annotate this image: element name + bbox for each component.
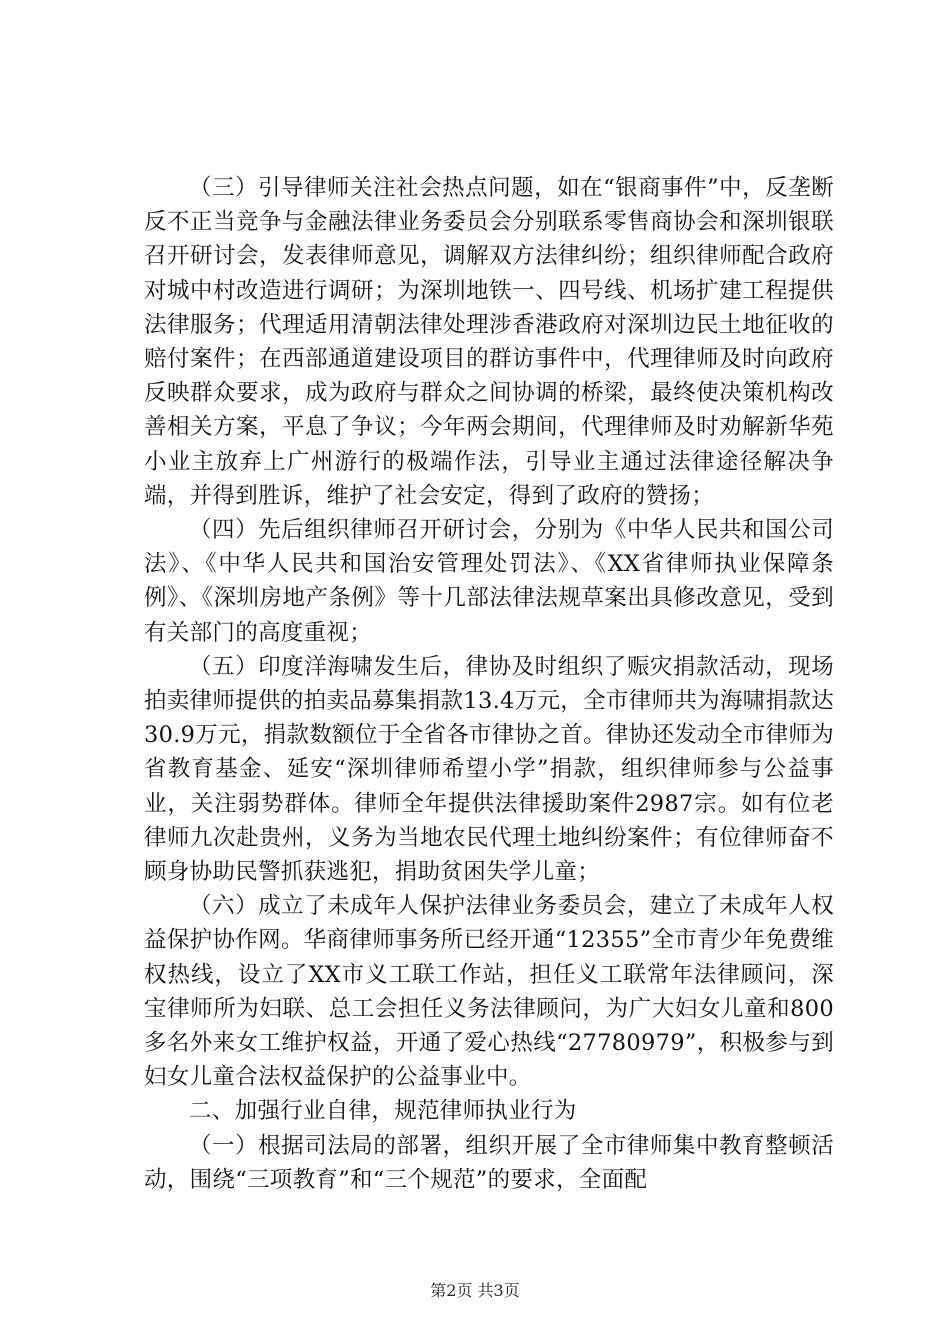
paragraph-6: （六）成立了未成年人保护法律业务委员会，建立了未成年人权益保护协作网。华商律师事务所已经开通“12355”全市青少年免费维权热线，设立了XX市义工联工作站，担任义工联常年法律顾问，深宝律师所为妇联、总工会担任义务法律顾问，为广大妇女儿童和800多名外来女工维护权益，开通了爱心热线“27780979”，积极参与到妇女儿童合法权益保护的公益事业中。	[144, 893, 834, 1091]
page-number-footer: 第2页 共3页	[430, 1281, 520, 1300]
paragraph-3: （三）引导律师关注社会热点问题，如在“银商事件”中，反垄断反不正当竞争与金融法律业务委员会分别联系零售商协会和深圳银联召开研讨会，发表律师意见，调解双方法律纠纷；组织律师配合政府对城中村改造进行调研；为深圳地铁一、四号线、机场扩建工程提供法律服务；代理适用清朝法律处理涉香港政府对深圳边民土地征收的赔付案件；在西部通道建设项目的群访事件中，代理律师及时向政府反映群众要求，成为政府与群众之间协调的桥梁，最终使决策机构改善相关方案，平息了争议；今年两会期间，代理律师及时劝解新华苑小业主放弃上广州游行的极端作法，引导业主通过法律途径解决争端，并得到胜诉，维护了社会安定，得到了政府的赞扬；	[144, 175, 834, 509]
section-heading: 二、加强行业自律，规范律师执业行为	[189, 1098, 577, 1125]
document-body	[144, 171, 834, 1197]
paragraph-section-1: （一）根据司法局的部署，组织开展了全市律师集中教育整顿活动，围绕“三项教育”和“三个规范”的要求，全面配	[144, 1132, 834, 1193]
paragraph-4: （四）先后组织律师召开研讨会，分别为《中华人民共和国公司法》、《中华人民共和国治安管理处罚法》、《XX省律师执业保障条例》、《深圳房地产条例》等十几部法律法规草案出具修改意见，受到有关部门的高度重视；	[144, 517, 834, 646]
paragraph-5: （五）印度洋海啸发生后，律协及时组织了赈灾捐款活动，现场拍卖律师提供的拍卖品募集捐款13.4万元，全市律师共为海啸捐款达30.9万元，捐款数额位于全省各市律协之首。律协还发动全市律师为省教育基金、延安“深圳律师希望小学”捐款，组织律师参与公益事业，关注弱势群体。律师全年提供法律援助案件2987宗。如有位老律师九次赴贵州，义务为当地农民代理土地纠纷案件；有位律师奋不顾身协助民警抓获逃犯，捐助贫困失学儿童；	[144, 653, 834, 886]
